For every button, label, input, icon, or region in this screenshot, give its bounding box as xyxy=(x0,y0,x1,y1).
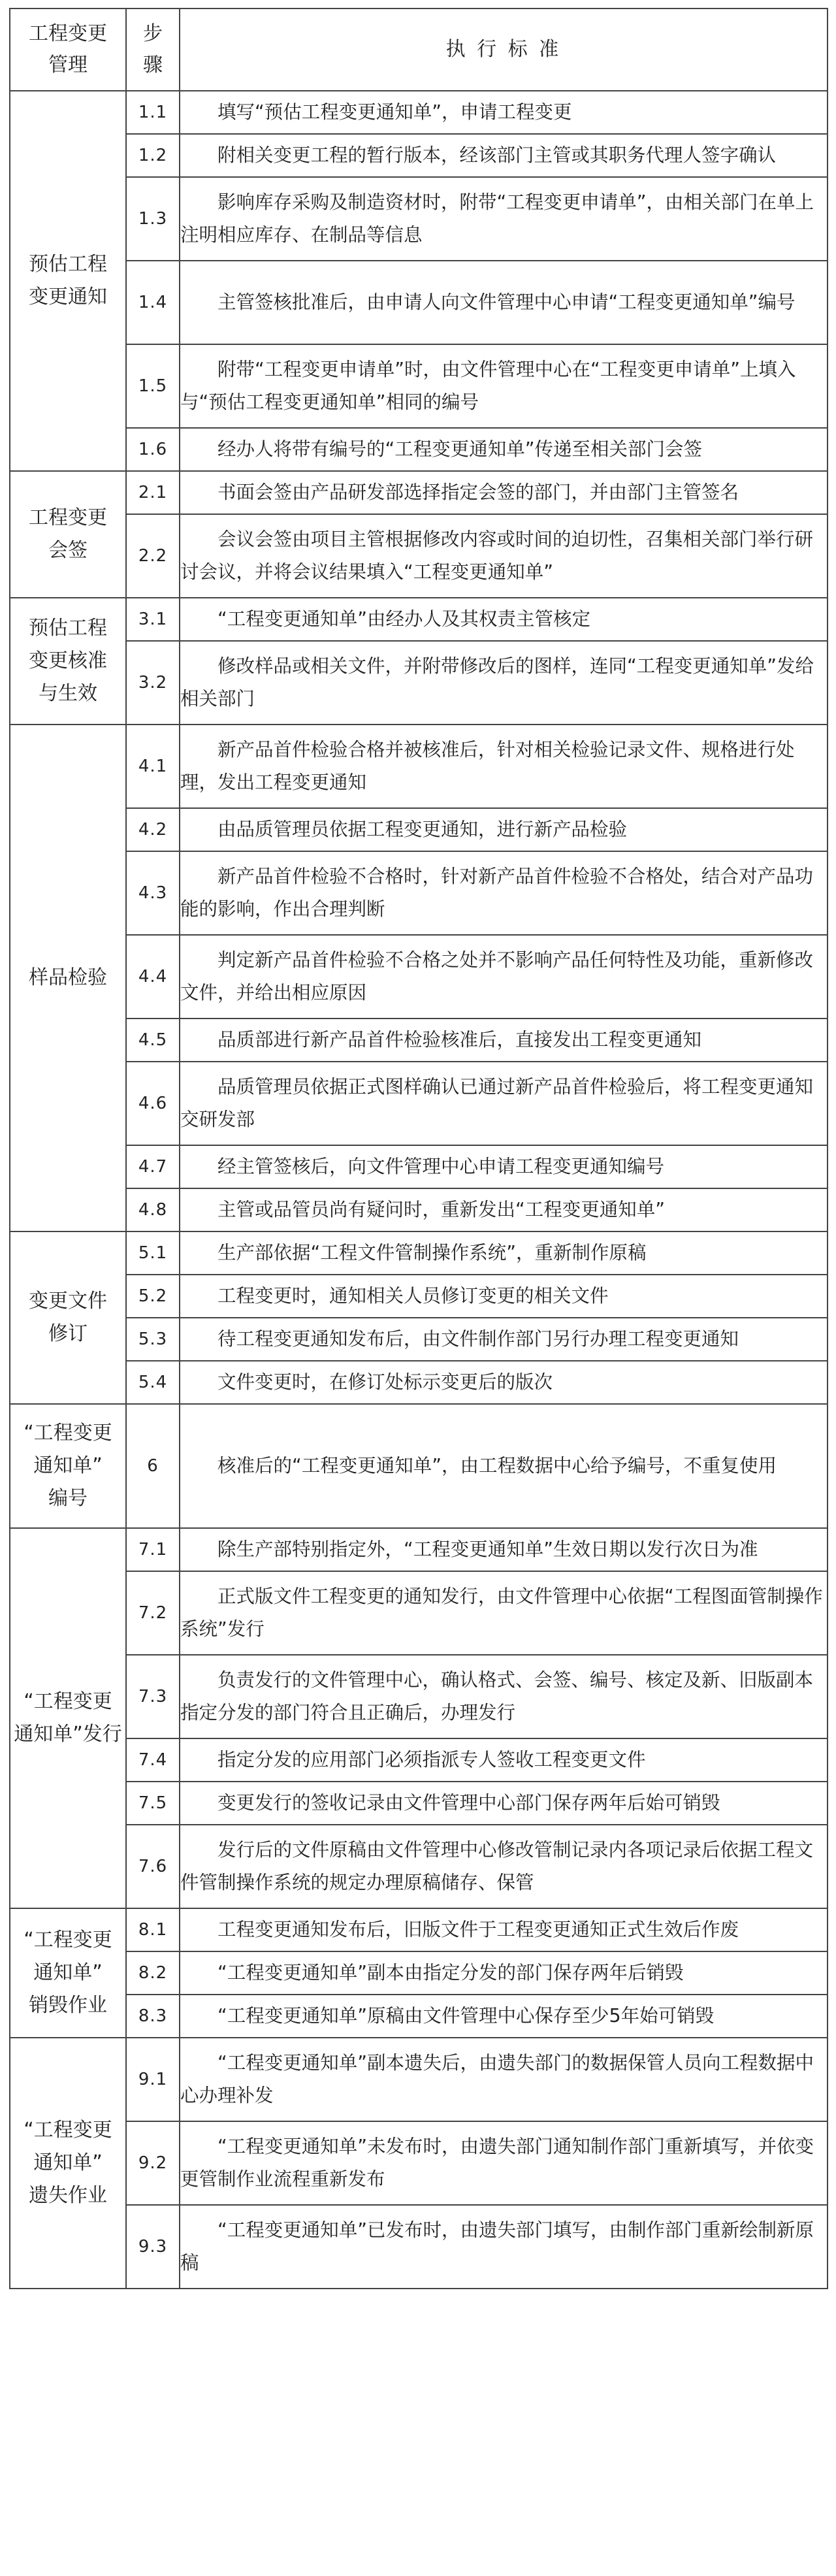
standard-text: 判定新产品首件检验不合格之处并不影响产品任何特性及功能，重新修改文件，并给出相应原因 xyxy=(180,949,814,1003)
step-number: 2.2 xyxy=(126,514,180,598)
step-number: 9.2 xyxy=(126,2121,180,2205)
table-row xyxy=(10,2205,828,2289)
engineering-change-standards-table xyxy=(9,8,828,2289)
step-number: 6 xyxy=(126,1404,180,1528)
standard-text: 品质部进行新产品首件检验核准后，直接发出工程变更通知 xyxy=(217,1029,702,1051)
step-number: 1.1 xyxy=(126,91,180,134)
table-row xyxy=(10,1782,828,1825)
standard-text-cell xyxy=(180,1231,828,1275)
table-row xyxy=(10,1188,828,1231)
standard-text: 指定分发的应用部门必须指派专人签收工程变更文件 xyxy=(217,1749,646,1770)
standard-text: 品质管理员依据正式图样确认已通过新产品首件检验后，将工程变更通知交研发部 xyxy=(180,1076,814,1130)
standard-text-cell xyxy=(180,1145,828,1188)
standard-text-cell xyxy=(180,134,828,177)
standard-text: “工程变更通知单”副本遗失后，由遗失部门的数据保管人员向工程数据中心办理补发 xyxy=(180,2052,814,2106)
table-row xyxy=(10,471,828,514)
header-step-label: 步 骤 xyxy=(143,22,163,76)
standard-text-cell xyxy=(180,261,828,344)
table-row xyxy=(10,261,828,344)
table-body xyxy=(10,91,828,2289)
step-number: 3.2 xyxy=(126,641,180,725)
table-row xyxy=(10,1231,828,1275)
table-row xyxy=(10,1951,828,1995)
step-number: 4.1 xyxy=(126,725,180,808)
standard-text: 工程变更时，通知相关人员修订变更的相关文件 xyxy=(217,1285,609,1307)
step-number: 5.3 xyxy=(126,1318,180,1361)
step-number: 4.7 xyxy=(126,1145,180,1188)
step-number: 4.3 xyxy=(126,851,180,935)
step-number: 1.2 xyxy=(126,134,180,177)
stage-label: “工程变更 通知单” 遗失作业 xyxy=(24,2119,112,2207)
standard-text-cell xyxy=(180,1019,828,1062)
standard-text: “工程变更通知单”副本由指定分发的部门保存两年后销毁 xyxy=(217,1962,684,1983)
stage-cell xyxy=(10,1231,126,1404)
standard-text: “工程变更通知单”由经办人及其权责主管核定 xyxy=(217,608,591,630)
standard-text: 正式版文件工程变更的通知发行，由文件管理中心依据“工程图面管制操作系统”发行 xyxy=(180,1586,823,1640)
table-row xyxy=(10,725,828,808)
step-number: 2.1 xyxy=(126,471,180,514)
standard-text-cell xyxy=(180,1825,828,1908)
step-number: 1.4 xyxy=(126,261,180,344)
standard-text-cell xyxy=(180,1275,828,1318)
standard-text: 修改样品或相关文件，并附带修改后的图样，连同“工程变更通知单”发给相关部门 xyxy=(180,655,814,709)
table-row xyxy=(10,641,828,725)
table-row xyxy=(10,1062,828,1145)
stage-label: 变更文件 修订 xyxy=(29,1290,107,1345)
standard-text-cell xyxy=(180,1404,828,1528)
standard-text: 主管或品管员尚有疑问时，重新发出“工程变更通知单” xyxy=(217,1199,666,1220)
table-row xyxy=(10,808,828,851)
standard-text: 待工程变更通知发布后，由文件制作部门另行办理工程变更通知 xyxy=(217,1328,739,1350)
step-number: 4.2 xyxy=(126,808,180,851)
step-number: 7.1 xyxy=(126,1528,180,1571)
table-row xyxy=(10,1361,828,1404)
table-row xyxy=(10,1995,828,2038)
stage-label: 工程变更 会签 xyxy=(29,506,107,562)
step-number: 8.3 xyxy=(126,1995,180,2038)
step-number: 9.3 xyxy=(126,2205,180,2289)
step-number: 7.5 xyxy=(126,1782,180,1825)
stage-label: 样品检验 xyxy=(29,966,107,989)
table-row xyxy=(10,1145,828,1188)
table-row xyxy=(10,1738,828,1782)
stage-cell xyxy=(10,1528,126,1908)
standard-text-cell xyxy=(180,725,828,808)
standard-text: 附带“工程变更申请单”时，由文件管理中心在“工程变更申请单”上填入与“预估工程变更通知单”相同的编号 xyxy=(180,359,796,413)
standard-text-cell xyxy=(180,2205,828,2289)
table-row xyxy=(10,1404,828,1528)
step-number: 7.6 xyxy=(126,1825,180,1908)
standard-text-cell xyxy=(180,808,828,851)
stage-label: “工程变更 通知单”发行 xyxy=(14,1690,122,1746)
table-row xyxy=(10,428,828,471)
step-number: 5.4 xyxy=(126,1361,180,1404)
stage-cell xyxy=(10,598,126,725)
table-row xyxy=(10,1318,828,1361)
standard-text-cell xyxy=(180,1908,828,1951)
standard-text-cell xyxy=(180,1361,828,1404)
standard-text: 附相关变更工程的暂行版本，经该部门主管或其职务代理人签字确认 xyxy=(217,144,777,166)
stage-label: “工程变更 通知单” 销毁作业 xyxy=(24,1929,112,2017)
table-row xyxy=(10,1908,828,1951)
table-row xyxy=(10,1571,828,1655)
header-standard xyxy=(180,8,828,91)
standard-text: “工程变更通知单”原稿由文件管理中心保存至少5年始可销毁 xyxy=(217,2005,715,2027)
step-number: 7.4 xyxy=(126,1738,180,1782)
stage-cell xyxy=(10,91,126,471)
standard-text: 负责发行的文件管理中心，确认格式、会签、编号、核定及新、旧版副本指定分发的部门符合且正确后，办理发行 xyxy=(180,1669,814,1723)
step-number: 1.3 xyxy=(126,177,180,261)
header-step xyxy=(126,8,180,91)
standard-text-cell xyxy=(180,1782,828,1825)
standard-text: “工程变更通知单”已发布时，由遗失部门填写，由制作部门重新绘制新原稿 xyxy=(180,2219,814,2274)
standard-text-cell xyxy=(180,2121,828,2205)
step-number: 5.2 xyxy=(126,1275,180,1318)
standard-text: 主管签核批准后，由申请人向文件管理中心申请“工程变更通知单”编号 xyxy=(217,291,796,313)
standard-text: 影响库存采购及制造资材时，附带“工程变更申请单”，由相关部门在单上注明相应库存、在制品等信息 xyxy=(180,191,814,246)
table-row xyxy=(10,177,828,261)
standard-text-cell xyxy=(180,514,828,598)
standard-text: 新产品首件检验合格并被核准后，针对相关检验记录文件、规格进行处理，发出工程变更通知 xyxy=(180,739,795,793)
standard-text-cell xyxy=(180,471,828,514)
step-number: 4.4 xyxy=(126,935,180,1019)
table-row xyxy=(10,1528,828,1571)
table-row xyxy=(10,1275,828,1318)
stage-cell xyxy=(10,725,126,1231)
table-row xyxy=(10,344,828,428)
header-standard-label: 执 行 标 准 xyxy=(445,38,562,61)
standard-text-cell xyxy=(180,598,828,641)
step-number: 1.6 xyxy=(126,428,180,471)
standard-text: 核准后的“工程变更通知单”，由工程数据中心给予编号，不重复使用 xyxy=(217,1455,777,1476)
stage-cell xyxy=(10,2038,126,2289)
table-row xyxy=(10,2038,828,2121)
standard-text: 填写“预估工程变更通知单”，申请工程变更 xyxy=(217,101,572,123)
table-row xyxy=(10,851,828,935)
table-header-row xyxy=(10,8,828,91)
step-number: 5.1 xyxy=(126,1231,180,1275)
standard-text-cell xyxy=(180,1655,828,1738)
table-row xyxy=(10,2121,828,2205)
standard-text: 生产部依据“工程文件管制操作系统”，重新制作原稿 xyxy=(217,1242,647,1264)
step-number: 4.5 xyxy=(126,1019,180,1062)
step-number: 7.3 xyxy=(126,1655,180,1738)
standard-text-cell xyxy=(180,851,828,935)
step-number: 9.1 xyxy=(126,2038,180,2121)
stage-cell xyxy=(10,1404,126,1528)
step-number: 3.1 xyxy=(126,598,180,641)
standard-text-cell xyxy=(180,428,828,471)
standard-text: 经办人将带有编号的“工程变更通知单”传递至相关部门会签 xyxy=(217,438,703,460)
standard-text: 文件变更时，在修订处标示变更后的版次 xyxy=(217,1371,553,1393)
header-stage xyxy=(10,8,126,91)
table-row xyxy=(10,134,828,177)
standard-text: 会议会签由项目主管根据修改内容或时间的迫切性，召集相关部门举行研讨会议，并将会议结果填入“工程变更通知单” xyxy=(180,529,814,583)
standard-text-cell xyxy=(180,177,828,261)
stage-label: 预估工程 变更核准 与生效 xyxy=(29,617,107,705)
standard-text-cell xyxy=(180,91,828,134)
stage-label: “工程变更 通知单” 编号 xyxy=(24,1422,112,1510)
table-row xyxy=(10,91,828,134)
step-number: 4.6 xyxy=(126,1062,180,1145)
standard-text-cell xyxy=(180,1318,828,1361)
standard-text: 变更发行的签收记录由文件管理中心部门保存两年后始可销毁 xyxy=(217,1792,720,1814)
standard-text: “工程变更通知单”未发布时，由遗失部门通知制作部门重新填写，并依变更管制作业流程重新发布 xyxy=(180,2136,814,2190)
table-row xyxy=(10,1019,828,1062)
standard-text-cell xyxy=(180,1062,828,1145)
step-number: 8.1 xyxy=(126,1908,180,1951)
step-number: 7.2 xyxy=(126,1571,180,1655)
standard-text: 书面会签由产品研发部选择指定会签的部门，并由部门主管签名 xyxy=(217,481,739,503)
step-number: 1.5 xyxy=(126,344,180,428)
standard-text-cell xyxy=(180,2038,828,2121)
header-stage-label: 工程变更 管理 xyxy=(29,22,107,76)
standard-text-cell xyxy=(180,1738,828,1782)
standard-text-cell xyxy=(180,1188,828,1231)
standard-text-cell xyxy=(180,1571,828,1655)
standard-text-cell xyxy=(180,1951,828,1995)
step-number: 8.2 xyxy=(126,1951,180,1995)
standard-text-cell xyxy=(180,641,828,725)
table-row xyxy=(10,935,828,1019)
standard-text-cell xyxy=(180,935,828,1019)
standard-text-cell xyxy=(180,344,828,428)
standard-text: 新产品首件检验不合格时，针对新产品首件检验不合格处，结合对产品功能的影响，作出合理判断 xyxy=(180,866,814,920)
standard-text-cell xyxy=(180,1995,828,2038)
standard-text-cell xyxy=(180,1528,828,1571)
standard-text: 发行后的文件原稿由文件管理中心修改管制记录内各项记录后依据工程文件管制操作系统的规定办理原稿储存、保管 xyxy=(180,1839,814,1893)
stage-cell xyxy=(10,1908,126,2038)
standard-text: 工程变更通知发布后，旧版文件于工程变更通知正式生效后作废 xyxy=(217,1919,739,1940)
standard-text: 由品质管理员依据工程变更通知，进行新产品检验 xyxy=(217,819,628,840)
step-number: 4.8 xyxy=(126,1188,180,1231)
table-row xyxy=(10,1655,828,1738)
stage-cell xyxy=(10,471,126,598)
standard-text: 经主管签核后，向文件管理中心申请工程变更通知编号 xyxy=(217,1156,665,1177)
table-row xyxy=(10,1825,828,1908)
standard-text: 除生产部特别指定外，“工程变更通知单”生效日期以发行次日为准 xyxy=(217,1539,758,1560)
table-row xyxy=(10,514,828,598)
stage-label: 预估工程 变更通知 xyxy=(29,253,107,308)
table-row xyxy=(10,598,828,641)
